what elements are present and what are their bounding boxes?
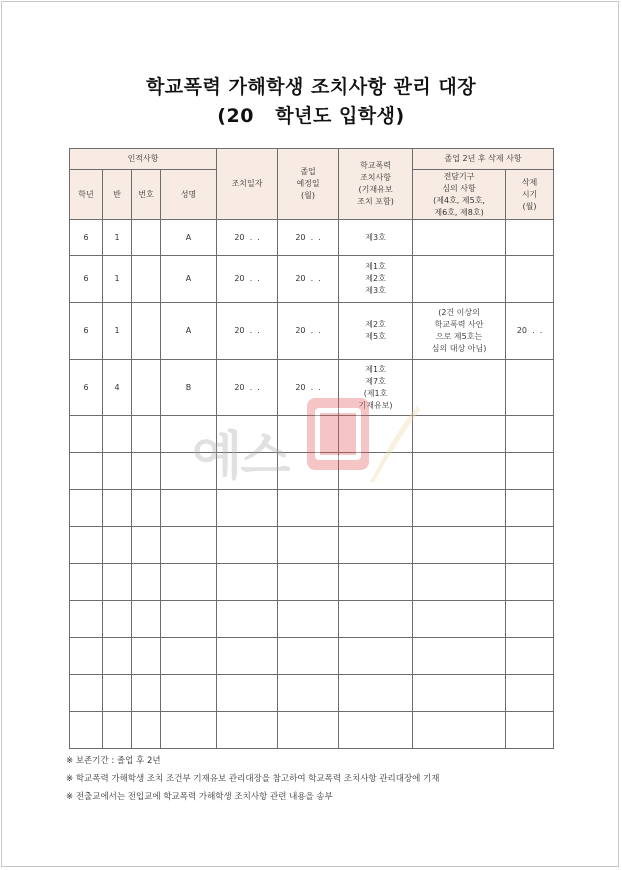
cell-class: 1	[103, 256, 132, 303]
cell-delete-time	[506, 256, 554, 303]
cell-number	[132, 220, 161, 256]
empty-row	[70, 601, 554, 638]
col-header-committee: 전담기구 심의 사항 (제4호, 제5호, 제6호, 제8호)	[413, 170, 506, 220]
cell-committee	[413, 256, 506, 303]
col-header-action-date: 조치일자	[217, 149, 278, 220]
note-transfer: ※ 전출교에서는 전입교에 학교폭력 가해학생 조치사항 관련 내용을 송부	[66, 792, 333, 802]
cell-measures: 제2호 제5호	[339, 303, 413, 360]
cell-name: A	[161, 256, 217, 303]
cell-grade: 6	[70, 256, 103, 303]
cell-number	[132, 303, 161, 360]
cell-graduation-date: 20 . .	[278, 360, 339, 416]
cell-name: A	[161, 303, 217, 360]
watermark-text: 예스	[192, 427, 289, 487]
col-header-number: 번호	[132, 170, 161, 220]
empty-row	[70, 453, 554, 490]
cell-committee: (2건 이상의 학교폭력 사안 으로 제5호는 심의 대상 아님)	[413, 303, 506, 360]
cell-class: 1	[103, 303, 132, 360]
cell-action-date: 20 . .	[217, 360, 278, 416]
cell-graduation-date: 20 . .	[278, 256, 339, 303]
col-header-delete-time: 삭제 시기 (월)	[506, 170, 554, 220]
note-retention: ※ 보존기간 : 졸업 후 2년	[66, 756, 161, 766]
cell-class: 1	[103, 220, 132, 256]
empty-row	[70, 675, 554, 712]
col-header-grade: 학년	[70, 170, 103, 220]
notes	[66, 752, 440, 806]
cell-delete-time: 20 . .	[506, 303, 554, 360]
cell-grade: 6	[70, 303, 103, 360]
col-header-name: 성명	[161, 170, 217, 220]
cell-committee	[413, 360, 506, 416]
group-header-deletion: 졸업 2년 후 삭제 사항	[413, 149, 554, 170]
empty-row	[70, 712, 554, 749]
empty-row	[70, 527, 554, 564]
cell-action-date: 20 . .	[217, 220, 278, 256]
col-header-graduation-date: 졸업 예정일 (월)	[278, 149, 339, 220]
empty-row	[70, 638, 554, 675]
cell-number	[132, 256, 161, 303]
empty-row	[70, 490, 554, 527]
ledger-table	[69, 148, 554, 749]
page-subtitle: (20 학년도 입학생)	[217, 105, 405, 127]
cell-graduation-date: 20 . .	[278, 220, 339, 256]
cell-class: 4	[103, 360, 132, 416]
empty-row	[70, 416, 554, 453]
col-header-measures: 학교폭력 조치사항 (기재유보 조치 포함)	[339, 149, 413, 220]
cell-name: A	[161, 220, 217, 256]
cell-measures: 제1호 제7호 (제1호 기재유보)	[339, 360, 413, 416]
cell-measures: 제3호	[339, 220, 413, 256]
group-header-student-info: 인적사항	[70, 149, 217, 170]
cell-committee	[413, 220, 506, 256]
cell-action-date: 20 . .	[217, 256, 278, 303]
cell-number	[132, 360, 161, 416]
cell-grade: 6	[70, 220, 103, 256]
empty-row	[70, 564, 554, 601]
cell-graduation-date: 20 . .	[278, 303, 339, 360]
table-row	[70, 220, 554, 256]
page-title: 학교폭력 가해학생 조치사항 관리 대장	[145, 76, 477, 98]
cell-delete-time	[506, 220, 554, 256]
note-recording: ※ 학교폭력 가해학생 조치 조건부 기재유보 관리대장을 참고하여 학교폭력 조치사항 관리대장에 기재	[66, 774, 440, 784]
table-row	[70, 256, 554, 303]
cell-action-date: 20 . .	[217, 303, 278, 360]
col-header-class: 반	[103, 170, 132, 220]
cell-name: B	[161, 360, 217, 416]
table-row	[70, 303, 554, 360]
cell-delete-time	[506, 360, 554, 416]
cell-measures: 제1호 제2호 제3호	[339, 256, 413, 303]
cell-grade: 6	[70, 360, 103, 416]
table-row	[70, 360, 554, 416]
